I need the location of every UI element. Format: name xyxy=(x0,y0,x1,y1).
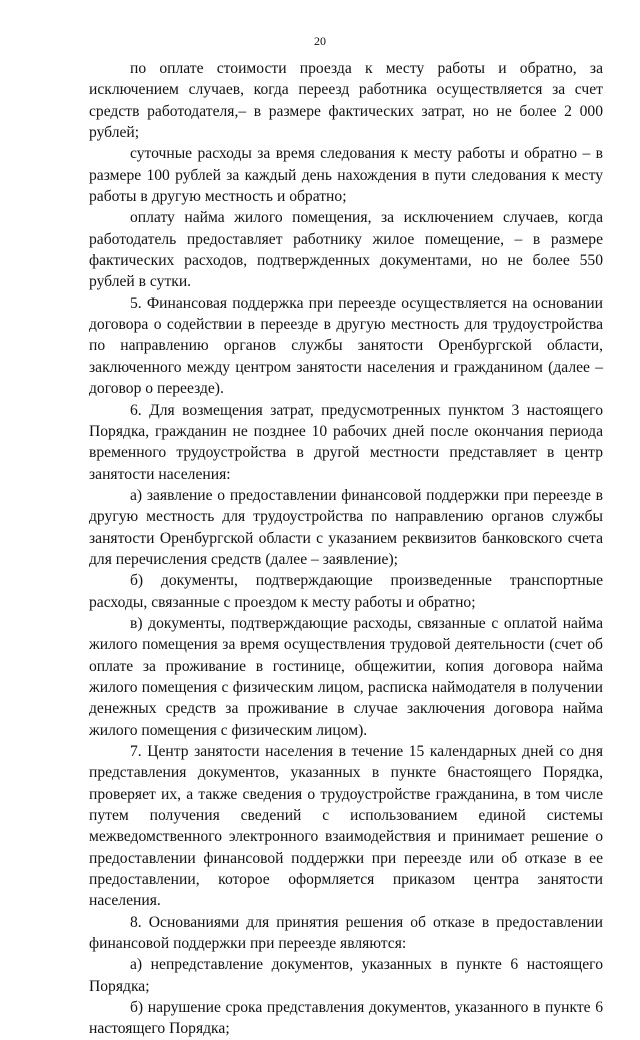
paragraph-item-5: 5. Финансовая поддержка при переезде осуществляется на основании договора о содействии в переезде в другую местность для трудоустройства по направлению органов службы занятости Оренбургской области, заключенного между центром занятости населения и гражданином (далее – договор о переезде). xyxy=(89,294,603,398)
paragraph-item-6b: б) документы, подтверждающие произведенные транспортные расходы, связанные с проездом к месту работы и обратно; xyxy=(89,572,603,611)
paragraph-item-6: 6. Для возмещения затрат, предусмотренных пунктом 3 настоящего Порядка, гражданин не позднее 10 рабочих дней после окончания периода временного трудоустройства в другой местности представляет в центр занятости населения: xyxy=(89,401,603,483)
page-number: 20 xyxy=(314,34,326,48)
paragraph-item-8b: б) нарушение срока представления документов, указанного в пункте 6 настоящего Порядка; xyxy=(89,999,603,1038)
paragraph-item-6c: в) документы, подтверждающие расходы, связанные с оплатой найма жилого помещения за время осуществления трудовой деятельности (счет об оплате за проживание в гостинице, общежитии, копия договора найма жилого помещения с физическим лицом, расписка наймодателя в получении денежных средств за проживание в случае заключения договора найма жилого помещения с физическим лицом). xyxy=(89,614,603,739)
body-text xyxy=(89,58,603,1040)
paragraph-travel-cost: по оплате стоимости проезда к месту работы и обратно, за исключением случаев, когда переезд работника осуществляется за счет средств работодателя,– в размере фактических затрат, но не более 2 000 рублей; xyxy=(89,60,603,142)
paragraph-item-6a: а) заявление о предоставлении финансовой поддержки при переезде в другую местность для трудоустройства по направлению органов службы занятости Оренбургской области с указанием реквизитов банковского счета для перечисления средств (далее – заявление); xyxy=(89,486,603,568)
paragraph-item-8: 8. Основаниями для принятия решения об отказе в предоставлении финансовой поддержки при переезде являются: xyxy=(89,913,603,953)
paragraph-housing-rent: оплату найма жилого помещения, за исключением случаев, когда работодатель предоставляет работнику жилое помещение, – в размере фактических расходов, подтвержденных документами, но не более 550 рублей в сутки. xyxy=(89,209,603,291)
paragraph-daily-expenses: суточные расходы за время следования к месту работы и обратно – в размере 100 рублей за каждый день нахождения в пути следования к месту работы в другую местность и обратно; xyxy=(89,145,603,206)
paragraph-item-7: 7. Центр занятости населения в течение 15 календарных дней со дня представления документов, указанных в пункте 6настоящего Порядка, проверяет их, а также сведения о трудоустройстве гражданина, в том числе путем получения сведений с использованием единой системы межведомственного электронного взаимодействия и принимает решение о предоставлении финансовой поддержки при переезде или об отказе в ее предоставлении, которое оформляется приказом центра занятости населения. xyxy=(89,743,603,910)
paragraph-item-8a: а) непредставление документов, указанных в пункте 6 настоящего Порядка; xyxy=(89,956,603,995)
